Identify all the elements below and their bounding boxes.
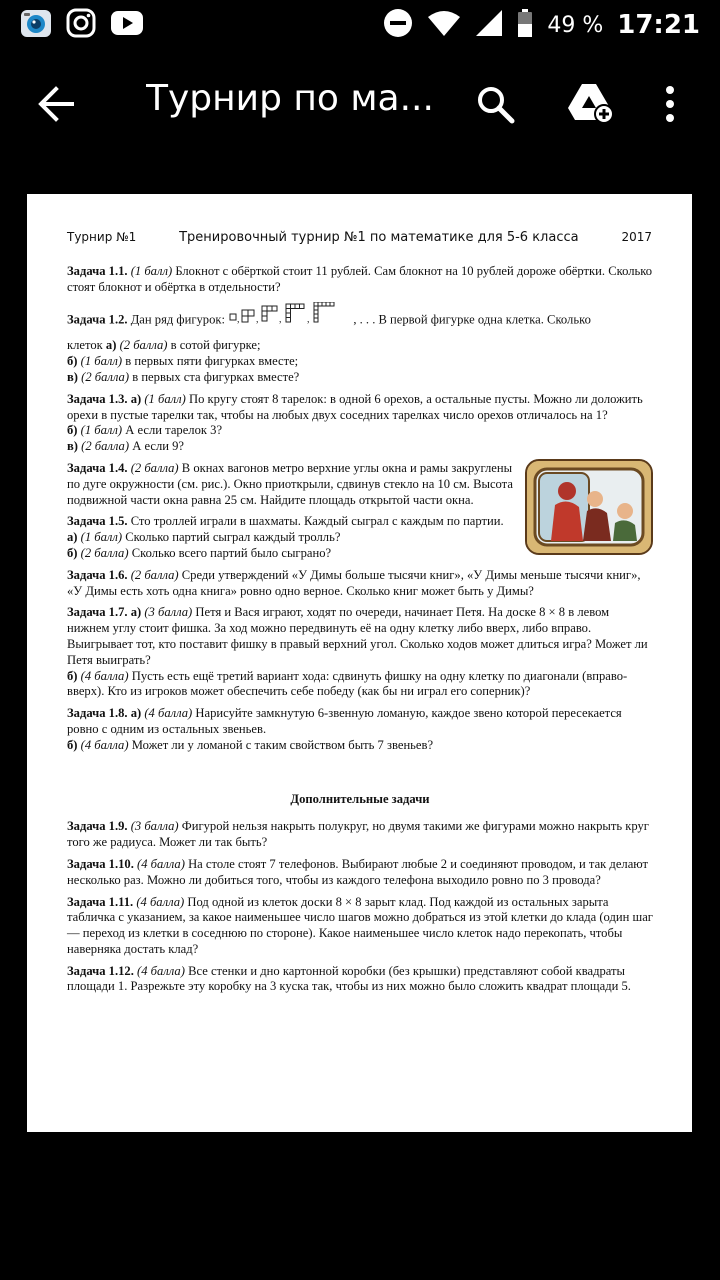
figure-sequence — [228, 302, 350, 339]
header-center: Тренировочный турнир №1 по математике для 5-6 класса — [179, 230, 579, 245]
document-page[interactable] — [27, 194, 692, 1132]
search-icon[interactable] — [475, 84, 515, 128]
youtube-icon — [110, 10, 144, 40]
header-right: 2017 — [621, 230, 652, 244]
problem-1-2: Задача 1.2. Дан ряд фигурок: , , , , , . . . В первой фигурке одна клетка. Сколько клеток а) (2 балла) в сотой фигурке; б) (1 балл) в первых пяти фигурках вместе; в) (2 балла) в первых ста фигурках вместе? — [67, 302, 653, 386]
problem-1-6: Задача 1.6. (2 балла) Среди утверждений «У Димы больше тысячи книг», «У Димы меньше тысячи книг», «У Димы есть хоть одна книга» ровно одно верное. Сколько книг может быть у Димы? — [67, 567, 641, 598]
header-left: Турнир №1 — [67, 230, 137, 244]
battery-percent: 49 % — [547, 12, 604, 38]
problem-1-8: Задача 1.8. а) (4 балла) Нарисуйте замкнутую 6-звенную ломаную, каждое звено которой пересекается ровно с одним из остальных звеньев. б) (4 балла) Может ли у ломаной с таким свойством быть 7 звеньев? — [67, 706, 622, 752]
problem-1-5: Задача 1.5. Сто троллей играли в шахматы. Каждый сыграл с каждым по партии. а) (1 балл) Сколько партий сыграл каждый тролль? б) (2 балла) Сколько всего партий было сыграно? — [67, 514, 504, 560]
problem-1-12: Задача 1.12. (4 балла) Все стенки и дно картонной коробки (без крышки) представляют собой квадраты площади 1. Разрежьте эту коробку на 3 куска так, чтобы из них можно было сложить квадрат площади 5. — [67, 963, 631, 994]
do-not-disturb-icon — [383, 8, 413, 42]
metro-window-illustration — [525, 459, 653, 555]
problem-1-7: Задача 1.7. а) (3 балла) Петя и Вася играют, ходят по очереди, начинает Петя. На доске 8 × 8 в левом нижнем углу стоит фишка. За ход можно передвинуть её на одну клетку либо вверх, либо вправо. Выигрывает тот, кто поставит фишку в правый верхний угол. Сколько ходов может длиться игра? Может ли Петя выиграть? б) (4 балла) Пусть есть ещё третий вариант хода: сдвинуть фишку на одну клетку по диагонали (вправо-вверх). Кто из игроков может обеспечить себе победу (как бы ни играл его соперник)? — [67, 605, 648, 699]
page-header — [67, 230, 652, 245]
status-bar — [0, 0, 720, 50]
instagram-icon — [66, 8, 96, 42]
problem-1-11: Задача 1.11. (4 балла) Под одной из клеток доски 8 × 8 зарыт клад. Под каждой из остальных зарыта табличка с указанием, за какое наименьшее число шагов можно добраться из этой клетки до клада (один шаг — переход из клетки в соседнюю по стороне). Какое наименьшее число клеток надо перекопать, чтобы наверняка достать клад? — [67, 894, 653, 956]
extra-problems-heading: Дополнительные задачи — [290, 791, 430, 806]
problem-1-1: Задача 1.1. (1 балл) Блокнот с обёрткой стоит 11 рублей. Сам блокнот на 10 рублей дороже обёртки. Сколько стоят блокнот и обёртка в отдельности? — [67, 264, 653, 294]
back-arrow-icon[interactable] — [36, 84, 86, 128]
problem-1-10: Задача 1.10. (4 балла) На столе стоят 7 телефонов. Выбирают любые 2 и соединяют проводом, и так делают несколько раз. Можно ли добиться того, чтобы из каждого телефона выходило ровно по 3 провода? — [67, 856, 649, 887]
problem-1-4: Задача 1.4. (2 балла) В окнах вагонов метро верхние углы окна и рамы закруглены по дуге окружности (см. рис.). Окно приоткрыли, сдвинув стекло на 10 см. Высота подвижной части окна равна 25 см. Найдите площадь открытой части окна. — [67, 460, 513, 507]
svg-text:,: , — [237, 313, 240, 325]
battery-icon — [517, 9, 533, 41]
add-to-drive-icon[interactable] — [568, 82, 614, 128]
problem-1-3: Задача 1.3. а) (1 балл) По кругу стоят 8 тарелок: в одной 6 орехов, а остальные пусты. Можно ли доложить орехи в пустые тарелки так, чтобы на любых двух соседних тарелках число орехов отличалось на 1? б) (1 балл) А если тарелок 3? в) (2 балла) А если 9? — [67, 391, 643, 454]
camera-app-icon — [20, 7, 52, 43]
document-title: Турнир по ма... — [146, 78, 434, 119]
wifi-icon — [427, 9, 461, 41]
app-bar — [0, 50, 720, 160]
svg-text:,: , — [307, 313, 310, 325]
problem-1-9: Задача 1.9. (3 балла) Фигурой нельзя накрыть полукруг, но двумя такими же фигурами можно накрыть круг того же радиуса. Может ли так быть? — [67, 819, 649, 850]
svg-text:,: , — [256, 313, 259, 325]
svg-text:,: , — [279, 313, 282, 325]
signal-icon — [475, 9, 503, 41]
more-options-icon[interactable] — [664, 84, 676, 128]
clock: 17:21 — [617, 10, 700, 40]
page-content — [67, 264, 653, 1001]
